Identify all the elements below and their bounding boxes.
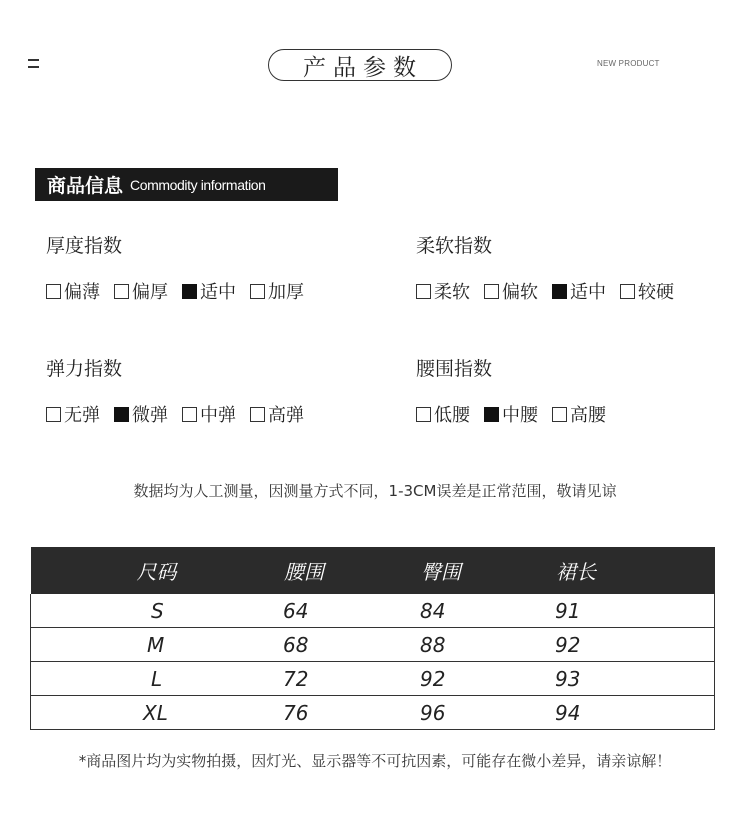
option-item[interactable]: 较硬 xyxy=(620,278,674,304)
cell-waist: 76 xyxy=(283,696,420,730)
checkbox-icon[interactable] xyxy=(182,284,197,299)
checkbox-icon[interactable] xyxy=(182,407,197,422)
softness-title: 柔软指数 xyxy=(416,235,493,257)
section-header xyxy=(35,168,338,201)
section-title-zh: 商品信息 xyxy=(47,175,124,197)
cell-waist: 68 xyxy=(283,628,420,662)
cell-length: 94 xyxy=(555,696,715,730)
option-item[interactable]: 高弹 xyxy=(250,401,304,427)
checkbox-icon[interactable] xyxy=(416,407,431,422)
header-waist: 腰围 xyxy=(283,547,420,594)
measurement-note: 数据均为人工测量，因测量方式不同，1-3CM误差是正常范围，敬请见谅 xyxy=(133,482,617,500)
table-header-row xyxy=(31,547,715,594)
waist-title: 腰围指数 xyxy=(416,358,493,380)
cell-size: M xyxy=(31,628,284,662)
option-item[interactable]: 偏薄 xyxy=(46,278,100,304)
header-length: 裙长 xyxy=(555,547,715,594)
option-item[interactable]: 中腰 xyxy=(484,401,538,427)
elasticity-title: 弹力指数 xyxy=(46,358,123,380)
cell-length: 91 xyxy=(555,594,715,628)
option-item[interactable]: 微弹 xyxy=(114,401,168,427)
waist-group xyxy=(416,354,620,427)
checkbox-icon[interactable] xyxy=(114,407,129,422)
menu-icon[interactable] xyxy=(28,59,40,69)
option-item[interactable]: 高腰 xyxy=(552,401,606,427)
thickness-group xyxy=(46,231,318,304)
option-item[interactable]: 中弹 xyxy=(182,401,236,427)
table-row xyxy=(31,594,715,628)
cell-length: 92 xyxy=(555,628,715,662)
option-item[interactable]: 加厚 xyxy=(250,278,304,304)
option-item[interactable]: 无弹 xyxy=(46,401,100,427)
cell-length: 93 xyxy=(555,662,715,696)
option-item[interactable]: 柔软 xyxy=(416,278,470,304)
checkbox-icon[interactable] xyxy=(46,407,61,422)
cell-size: L xyxy=(31,662,284,696)
thickness-title: 厚度指数 xyxy=(46,235,123,257)
checkbox-icon[interactable] xyxy=(250,284,265,299)
new-product-tag: NEW PRODUCT xyxy=(597,59,660,68)
checkbox-icon[interactable] xyxy=(416,284,431,299)
checkbox-icon[interactable] xyxy=(620,284,635,299)
page-title: 产品参数 xyxy=(268,49,452,81)
option-item[interactable]: 适中 xyxy=(182,278,236,304)
header-size: 尺码 xyxy=(31,547,284,594)
cell-size: S xyxy=(31,594,284,628)
cell-hip: 88 xyxy=(420,628,555,662)
option-item[interactable]: 适中 xyxy=(552,278,606,304)
checkbox-icon[interactable] xyxy=(484,407,499,422)
checkbox-icon[interactable] xyxy=(250,407,265,422)
cell-size: XL xyxy=(31,696,284,730)
checkbox-icon[interactable] xyxy=(114,284,129,299)
cell-waist: 64 xyxy=(283,594,420,628)
checkbox-icon[interactable] xyxy=(484,284,499,299)
header-hip: 臀围 xyxy=(420,547,555,594)
checkbox-icon[interactable] xyxy=(552,407,567,422)
checkbox-icon[interactable] xyxy=(46,284,61,299)
option-item[interactable]: 偏厚 xyxy=(114,278,168,304)
size-table xyxy=(30,547,715,730)
option-item[interactable]: 低腰 xyxy=(416,401,470,427)
checkbox-icon[interactable] xyxy=(552,284,567,299)
cell-hip: 92 xyxy=(420,662,555,696)
cell-hip: 96 xyxy=(420,696,555,730)
table-row xyxy=(31,628,715,662)
softness-group xyxy=(416,231,688,304)
option-item[interactable]: 偏软 xyxy=(484,278,538,304)
table-row xyxy=(31,696,715,730)
table-row xyxy=(31,662,715,696)
footer-note: *商品图片均为实物拍摄，因灯光、显示器等不可抗因素，可能存在微小差异，请亲谅解！ xyxy=(78,752,672,770)
elasticity-group xyxy=(46,354,318,427)
cell-waist: 72 xyxy=(283,662,420,696)
cell-hip: 84 xyxy=(420,594,555,628)
section-title-en: Commodity information xyxy=(130,176,266,193)
